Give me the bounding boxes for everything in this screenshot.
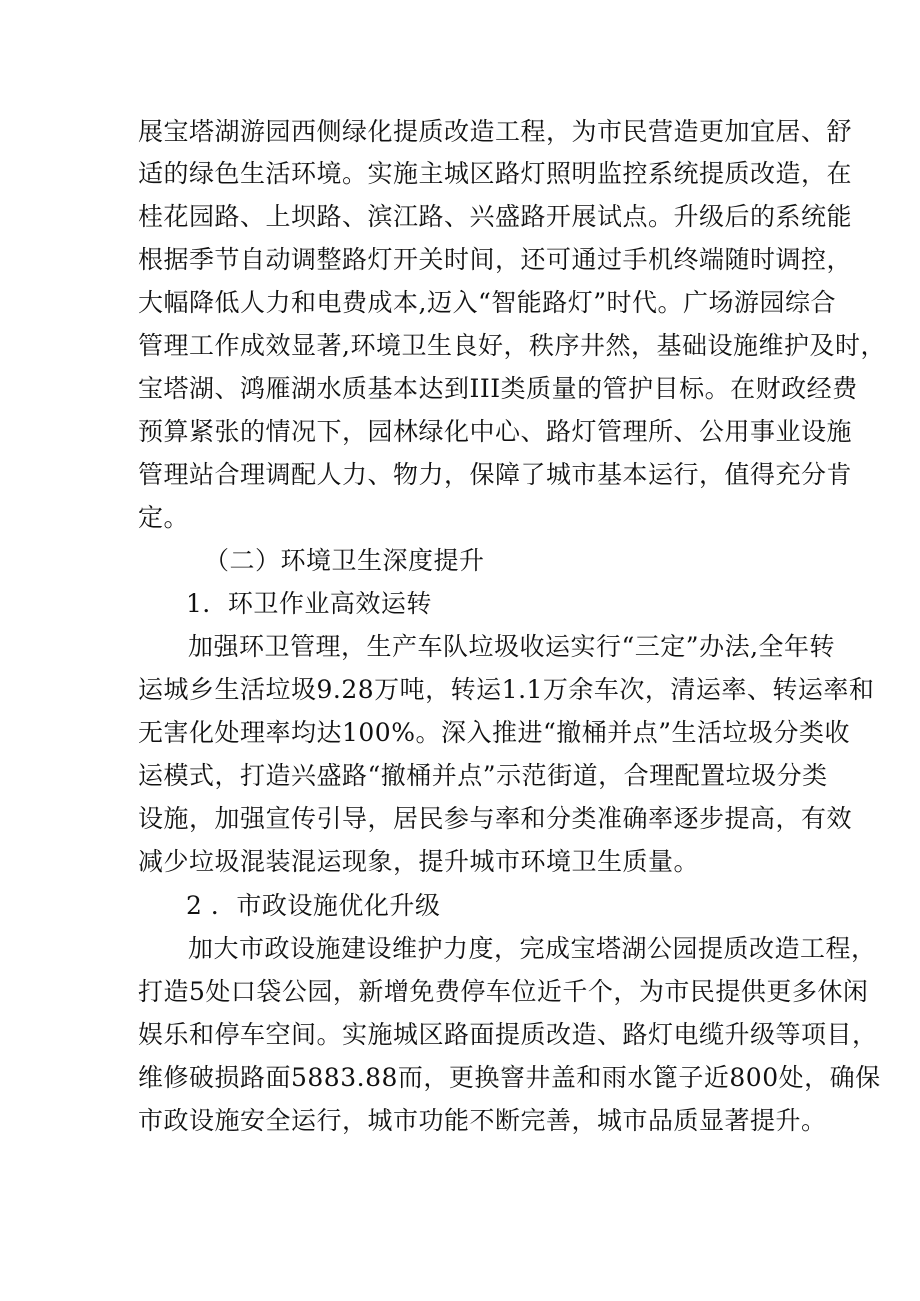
text-line: 宝塔湖、鸿雁湖水质基本达到III类质量的管护目标。在财政经费 — [138, 374, 858, 403]
text-line: 定。 — [138, 503, 190, 532]
text-line: 管理工作成效显著,环境卫生良好，秩序井然，基础设施维护及时， — [138, 331, 886, 360]
text-line: 娱乐和停车空间。实施城区路面提质改造、路灯电缆升级等项目， — [138, 1020, 878, 1049]
text-line: 加强环卫管理，生产车队垃圾收运实行“三定”办法,全年转 — [188, 632, 836, 661]
subsection-heading: 1．环卫作业高效运转 — [186, 589, 432, 618]
text-line: 加大市政设施建设维护力度，完成宝塔湖公园提质改造工程， — [188, 934, 877, 963]
subsection-heading: 2 ．市政设施优化升级 — [186, 891, 441, 920]
text-line: 预算紧张的情况下，园林绿化中心、路灯管理所、公用事业设施 — [138, 417, 853, 446]
text-line: 设施，加强宣传引导，居民参与率和分类准确率逐步提高，有效 — [138, 804, 853, 833]
text-line: 大幅降低人力和电费成本,迈入“智能路灯”时代。广场游园综合 — [138, 288, 837, 317]
text-line: 打造5处口袋公园，新增免费停车位近千个，为市民提供更多休闲 — [138, 977, 869, 1006]
text-line: 维修破损路面5883.88而，更换窨井盖和雨水篦子近800处，确保 — [138, 1063, 881, 1092]
text-line: 根据季节自动调整路灯开关时间，还可通过手机终端随时调控， — [138, 245, 853, 274]
text-line: 运模式，打造兴盛路“撤桶并点”示范街道，合理配置垃圾分类 — [138, 761, 828, 790]
text-line: 适的绿色生活环境。实施主城区路灯照明监控系统提质改造，在 — [138, 159, 853, 188]
text-line: 无害化处理率均达100%。深入推进“撤桶并点”生活垃圾分类收 — [138, 718, 851, 747]
text-line: 展宝塔湖游园西侧绿化提质改造工程，为市民营造更加宜居、舒 — [138, 117, 853, 146]
text-line: 运城乡生活垃圾9.28万吨，转运1.1万余车次，清运率、转运率和 — [138, 675, 875, 704]
text-line: 减少垃圾混装混运现象，提升城市环境卫生质量。 — [138, 847, 700, 876]
text-line: 桂花园路、上坝路、滨江路、兴盛路开展试点。升级后的系统能 — [138, 202, 853, 231]
section-heading: （二）环境卫生深度提升 — [204, 546, 485, 575]
text-line: 市政设施安全运行，城市功能不断完善，城市品质显著提升。 — [138, 1106, 827, 1135]
text-line: 管理站合理调配人力、物力，保障了城市基本运行，值得充分肯 — [138, 460, 853, 489]
